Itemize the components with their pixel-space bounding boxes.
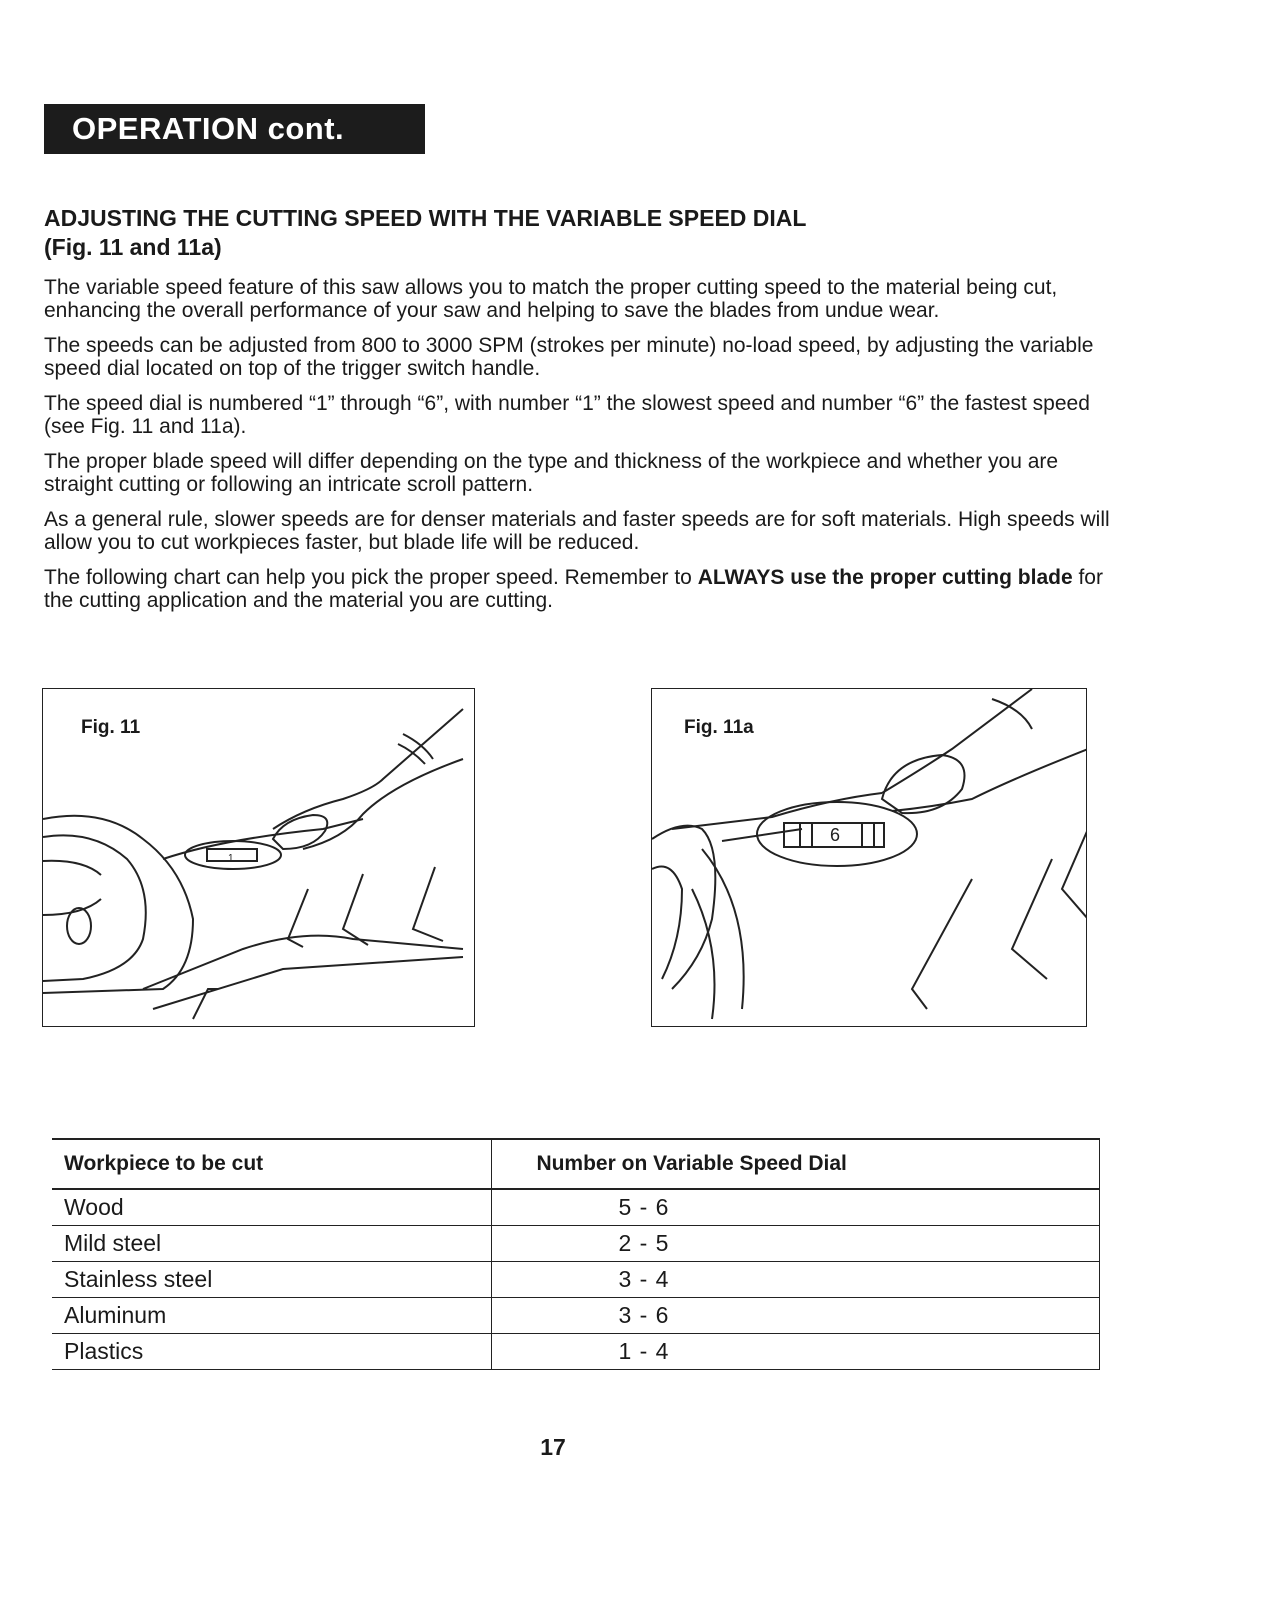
dial-range-cell: 5 - 6 xyxy=(492,1189,1100,1226)
figure-11a xyxy=(651,688,1087,1027)
section-heading xyxy=(44,204,1124,262)
table-row xyxy=(52,1262,1100,1298)
dial-number: 6 xyxy=(830,825,841,845)
figure-label: Fig. 11 xyxy=(81,717,141,738)
paragraph: The proper blade speed will differ depending on the type and thickness of the workpiece and whether you are straight cutting or following an intricate scroll pattern. xyxy=(44,450,1059,496)
paragraph: The variable speed feature of this saw allows you to match the proper cutting speed to the material being cut, enhancing the overall performance of your saw and helping to save the blades from undue wear. xyxy=(44,276,1058,322)
workpiece-cell: Stainless steel xyxy=(52,1262,492,1298)
heading-line-1: ADJUSTING THE CUTTING SPEED WITH THE VARIABLE SPEED DIAL xyxy=(44,205,807,231)
heading-line-2: (Fig. 11 and 11a) xyxy=(44,234,222,260)
paragraph: As a general rule, slower speeds are for denser materials and faster speeds are for soft materials. High speeds will allow you to cut workpieces faster, but blade life will be reduced. xyxy=(44,508,1110,554)
dial-range-cell: 1 - 4 xyxy=(492,1334,1100,1370)
dial-range-cell: 3 - 6 xyxy=(492,1298,1100,1334)
column-header-dial-number: Number on Variable Speed Dial xyxy=(492,1139,1100,1189)
workpiece-cell: Plastics xyxy=(52,1334,492,1370)
workpiece-cell: Mild steel xyxy=(52,1226,492,1262)
table-row xyxy=(52,1226,1100,1262)
paragraph: The speed dial is numbered “1” through “6”, with number “1” the slowest speed and number “6” the fastest speed (see Fig. 11 and 11a). xyxy=(44,392,1090,438)
table-row xyxy=(52,1189,1100,1226)
table-row xyxy=(52,1298,1100,1334)
table-header-row xyxy=(52,1139,1100,1189)
fingernail xyxy=(882,755,965,813)
body-text xyxy=(44,276,1124,624)
figure-label: Fig. 11a xyxy=(684,717,754,738)
dial-number: 1 xyxy=(228,853,234,864)
dial-range-cell: 3 - 4 xyxy=(492,1262,1100,1298)
fig-11-illustration xyxy=(43,689,475,1027)
speed-table xyxy=(52,1138,1100,1370)
workpiece-cell: Aluminum xyxy=(52,1298,492,1334)
emphasis-text: ALWAYS use the proper cutting blade xyxy=(697,566,1073,589)
fig-11a-illustration xyxy=(652,689,1087,1027)
paragraph-text: The following chart can help you pick the proper speed. Remember to xyxy=(44,566,698,589)
workpiece-cell: Wood xyxy=(52,1189,492,1226)
paragraph xyxy=(44,566,1124,612)
section-banner: OPERATION cont. xyxy=(44,104,425,154)
column-header-workpiece: Workpiece to be cut xyxy=(52,1139,492,1189)
paragraph-text: for the cutting application and the material you are cutting. xyxy=(44,566,1103,612)
page-number: 17 xyxy=(540,1434,566,1460)
figure-11 xyxy=(42,688,475,1027)
paragraph: The speeds can be adjusted from 800 to 3000 SPM (strokes per minute) no-load speed, by adjusting the variable speed dial located on top of the trigger switch handle. xyxy=(44,334,1094,380)
table-row xyxy=(52,1334,1100,1370)
dial-range-cell: 2 - 5 xyxy=(492,1226,1100,1262)
